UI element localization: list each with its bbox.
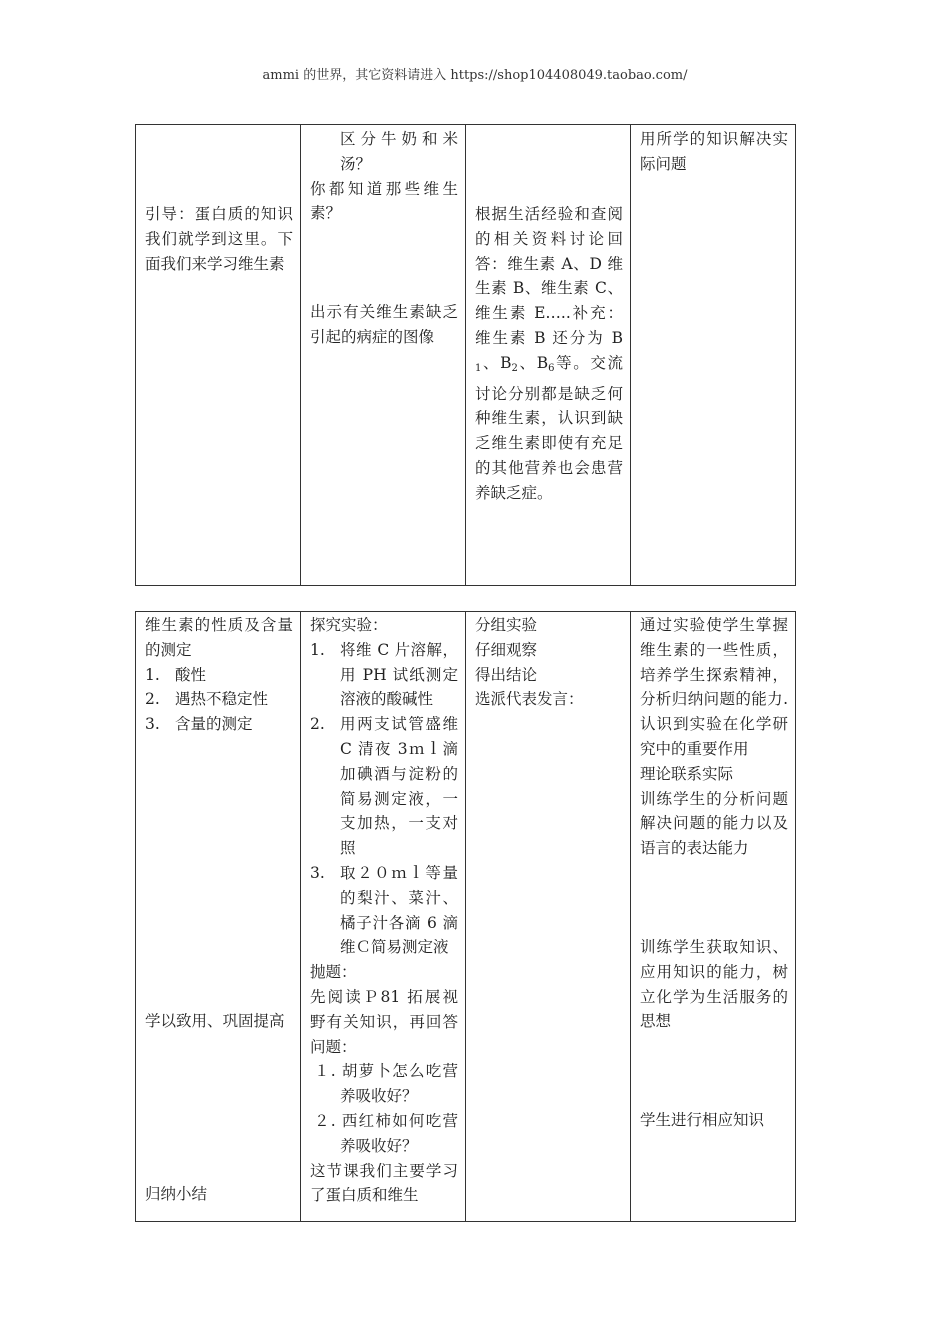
t2-vitamin-properties-title: 维生素的性质及含量的测定 bbox=[145, 616, 293, 659]
t2-purpose-experiment: 通过实验使学生掌握维生素的一些性质，培养学生探索精神，分析归纳问题的能力. 认识到实验在化学研究中的重要作用 bbox=[640, 616, 788, 758]
t1-guide-text: 引导：蛋白质的知识我们就学到这里。下面我们来学习维生素 bbox=[145, 205, 293, 273]
t1-purpose-text: 用所学的知识解决实际问题 bbox=[640, 130, 788, 173]
t2-purpose-analysis: 训练学生的分析问题解决问题的能力以及语言的表达能力 bbox=[640, 789, 788, 858]
t2-experiment-title: 探究实验： bbox=[310, 616, 388, 634]
t2-list-item: 3. 含量的测定 bbox=[145, 715, 253, 734]
t1-question-vitamins: 你都知道那些维生素？ bbox=[310, 179, 458, 223]
t2-list-item: 2. 遇热不稳定性 bbox=[145, 690, 269, 709]
t1-student-part2: 等。交流讨论分别都是缺乏何种维生素，认识到缺乏维生素即使有充足的其他营养也会患营养缺乏症。 bbox=[475, 353, 624, 502]
t2-purpose-theory: 理论联系实际 bbox=[640, 764, 734, 783]
t2-lesson-summary: 这节课我们主要学习了蛋白质和维生 bbox=[310, 1161, 458, 1205]
lesson-table-1 bbox=[135, 124, 796, 586]
lesson-table-2 bbox=[135, 611, 796, 1222]
t1-sub-b2: 2 bbox=[511, 362, 518, 374]
t1-sep1: 、B bbox=[481, 353, 512, 372]
t2-student-line: 仔细观察 bbox=[475, 640, 538, 659]
t2-question-carrot: １. 胡萝卜怎么吃营养吸收好？ bbox=[314, 1062, 458, 1106]
page-header: ammi 的世界，其它资料请进入 https://shop104408049.taobao.com/ bbox=[262, 68, 688, 83]
t2-question-tomato: ２. 西红柿如何吃营养吸收好？ bbox=[314, 1111, 458, 1155]
t2-col-teacher bbox=[301, 612, 466, 1222]
t1-col-purpose bbox=[631, 125, 796, 586]
t2-read-instruction: 先阅读Ｐ81 拓展视野有关知识，再回答问题： bbox=[310, 987, 458, 1056]
t2-purpose-summary: 学生进行相应知识 bbox=[640, 1111, 765, 1130]
t2-purpose-apply: 训练学生获取知识、应用知识的能力，树立化学为生活服务的思想 bbox=[640, 937, 788, 1031]
t1-sep2: 、B bbox=[517, 353, 549, 372]
t2-experiment-step: 1. 将维 C 片溶解，用 PH 试纸测定溶液的酸碱性 bbox=[310, 640, 458, 709]
t2-experiment-step: 3. 取２０ｍｌ等量的梨汁、菜汁、橘子汁各滴 6 滴维Ｃ简易测定液 bbox=[310, 863, 458, 957]
t2-summary-section: 归纳小结 bbox=[145, 1184, 208, 1203]
t1-sub-b6: 6 bbox=[548, 362, 555, 374]
t1-student-discussion bbox=[475, 202, 623, 506]
t1-show-images: 出示有关维生素缺乏引起的病症的图像 bbox=[310, 303, 458, 346]
t1-student-part1: 根据生活经验和查阅的相关资料讨论回答：维生素 A、D 维生素 B、维生素 C、维生素 E…..补充：维生素 B 还分为 B bbox=[475, 205, 623, 347]
t2-apply-section: 学以致用、巩固提高 bbox=[145, 1011, 285, 1030]
t2-student-line: 选派代表发言： bbox=[475, 690, 584, 709]
t1-sub-b1: 1 bbox=[475, 362, 482, 374]
t2-col-student bbox=[466, 612, 631, 1222]
t2-list-item: 1. 酸性 bbox=[145, 665, 207, 684]
t2-pose-question: 抛题： bbox=[310, 963, 357, 982]
t2-col-purpose bbox=[631, 612, 796, 1222]
t2-student-line: 分组实验 bbox=[475, 616, 538, 634]
t2-experiment-step: 2. 用两支试管盛维 C 清夜 3ｍｌ滴加碘酒与淀粉的简易测定液，一支加热，一支对照 bbox=[310, 715, 458, 858]
t1-col-activity bbox=[136, 125, 301, 586]
t2-col-activity bbox=[136, 612, 301, 1222]
t1-question-milk: 区分牛奶和米汤？ bbox=[340, 130, 458, 173]
t1-col-teacher bbox=[301, 125, 466, 586]
t1-col-student bbox=[466, 125, 631, 586]
t2-student-line: 得出结论 bbox=[475, 665, 538, 684]
